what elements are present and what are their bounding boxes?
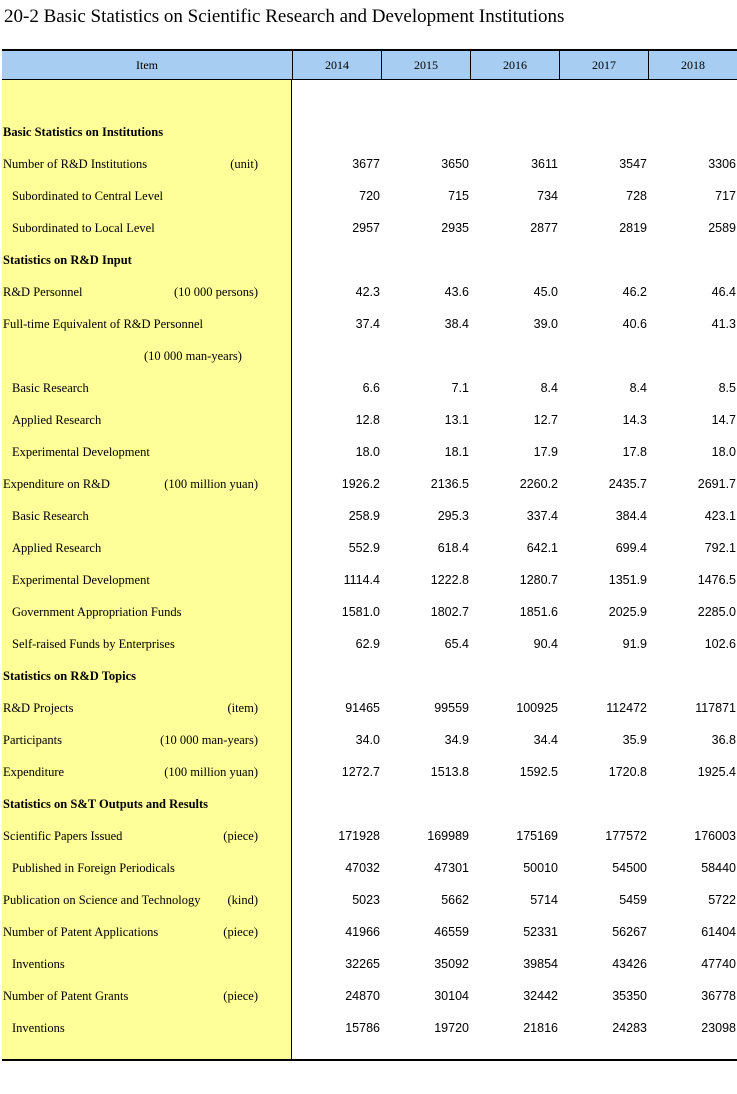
value-cell: 699.4: [615, 541, 647, 555]
value-cell: 5714: [530, 893, 558, 907]
table-row: [2, 948, 737, 980]
value-cell: 35092: [434, 957, 469, 971]
row-unit: (10 000 man-years): [144, 349, 242, 363]
value-cell: 45.0: [533, 285, 558, 299]
row-unit: (unit): [230, 157, 258, 171]
value-cell: 552.9: [348, 541, 380, 555]
row-unit: (10 000 persons): [173, 285, 258, 299]
value-cell: 91465: [345, 701, 380, 715]
value-cell: 43426: [612, 957, 647, 971]
value-cell: 2136.5: [430, 477, 469, 491]
table-row: [2, 468, 737, 500]
value-cell: 14.7: [711, 413, 736, 427]
value-cell: 46.2: [622, 285, 647, 299]
bottom-rule: [2, 1059, 737, 1061]
value-cell: 32265: [345, 957, 380, 971]
value-cell: 24870: [345, 989, 380, 1003]
value-cell: 50010: [523, 861, 558, 875]
value-cell: 1280.7: [519, 573, 558, 587]
row-label: Self-raised Funds by Enterprises: [12, 637, 175, 651]
table-row: [2, 180, 737, 212]
value-cell: 1114.4: [343, 573, 380, 587]
section-heading: Statistics on R&D Input: [3, 253, 132, 267]
table-row: [2, 1012, 737, 1044]
value-cell: 13.1: [444, 413, 469, 427]
table-row: [2, 724, 737, 756]
row-label: Participants: [3, 733, 63, 747]
row-label: Published in Foreign Periodicals: [12, 861, 175, 875]
row-unit: (kind): [227, 893, 258, 907]
section-heading-row: [2, 244, 737, 276]
value-cell: 2935: [441, 221, 469, 235]
table-row: [2, 564, 737, 596]
value-cell: 19720: [434, 1021, 469, 1035]
row-label: Full-time Equivalent of R&D Personnel: [3, 317, 203, 331]
table-row: [2, 852, 737, 884]
table-row: [2, 276, 737, 308]
row-label: Subordinated to Local Level: [12, 221, 155, 235]
value-cell: 3677: [352, 157, 380, 171]
row-label: Inventions: [12, 1021, 65, 1035]
value-cell: 2691.7: [697, 477, 736, 491]
value-cell: 102.6: [704, 637, 736, 651]
value-cell: 17.8: [622, 445, 647, 459]
table-row: [2, 372, 737, 404]
row-unit: (100 million yuan): [164, 477, 258, 491]
row-unit: (10 000 man-years): [160, 733, 258, 747]
row-label: Expenditure on R&D: [3, 477, 110, 491]
value-cell: 6.6: [362, 381, 380, 395]
table-row: [2, 436, 737, 468]
row-label: Number of R&D Institutions: [3, 157, 148, 171]
row-unit: (piece): [223, 925, 258, 939]
value-cell: 100925: [516, 701, 558, 715]
row-unit: (piece): [223, 989, 258, 1003]
value-cell: 18.1: [444, 445, 469, 459]
value-cell: 2819: [619, 221, 647, 235]
value-cell: 54500: [612, 861, 647, 875]
value-cell: 1476.5: [697, 573, 736, 587]
value-cell: 62.9: [355, 637, 380, 651]
row-label: Government Appropriation Funds: [12, 605, 182, 619]
value-cell: 5459: [619, 893, 647, 907]
value-cell: 61404: [701, 925, 736, 939]
value-cell: 720: [359, 189, 380, 203]
header-item: Item: [136, 58, 158, 72]
header-year: 2018: [648, 51, 737, 79]
value-cell: 43.6: [444, 285, 469, 299]
value-cell: 8.4: [540, 381, 558, 395]
row-label: Inventions: [12, 957, 65, 971]
value-cell: 58440: [701, 861, 736, 875]
value-cell: 177572: [605, 829, 647, 843]
value-cell: 7.1: [451, 381, 469, 395]
table-row: [2, 916, 737, 948]
value-cell: 384.4: [615, 509, 647, 523]
value-cell: 169989: [427, 829, 469, 843]
value-cell: 46559: [434, 925, 469, 939]
table-row: [2, 596, 737, 628]
value-cell: 34.4: [533, 733, 558, 747]
table-row: [2, 756, 737, 788]
value-cell: 1720.8: [608, 765, 647, 779]
value-cell: 42.3: [355, 285, 380, 299]
value-cell: 2435.7: [608, 477, 647, 491]
value-cell: 117871: [695, 701, 736, 715]
value-cell: 37.4: [355, 317, 380, 331]
row-label: Experimental Development: [12, 573, 150, 587]
header-year: 2016: [470, 51, 559, 79]
value-cell: 112472: [606, 701, 647, 715]
value-cell: 32442: [523, 989, 558, 1003]
page-title: 20-2 Basic Statistics on Scientific Research and Development Institutions: [4, 6, 565, 27]
value-cell: 1581.0: [341, 605, 380, 619]
row-unit: (100 million yuan): [164, 765, 258, 779]
value-cell: 423.1: [704, 509, 736, 523]
value-cell: 728: [626, 189, 647, 203]
value-cell: 23098: [701, 1021, 736, 1035]
value-cell: 258.9: [348, 509, 380, 523]
value-cell: 171928: [338, 829, 380, 843]
value-cell: 30104: [434, 989, 469, 1003]
table-row: [2, 628, 737, 660]
value-cell: 717: [715, 189, 736, 203]
value-cell: 36778: [701, 989, 736, 1003]
value-cell: 99559: [434, 701, 469, 715]
value-cell: 1513.8: [430, 765, 469, 779]
section-heading-row: [2, 660, 737, 692]
table-row: [2, 340, 737, 372]
value-cell: 21816: [523, 1021, 558, 1035]
row-label: Scientific Papers Issued: [3, 829, 123, 843]
section-heading: Statistics on S&T Outputs and Results: [3, 797, 209, 811]
table-row: [2, 212, 737, 244]
value-cell: 1802.7: [430, 605, 469, 619]
value-cell: 91.9: [622, 637, 647, 651]
value-cell: 1592.5: [519, 765, 558, 779]
value-cell: 1851.6: [519, 605, 558, 619]
row-label: Applied Research: [12, 541, 102, 555]
table-row: [2, 532, 737, 564]
value-cell: 8.5: [718, 381, 736, 395]
value-cell: 1222.8: [430, 573, 469, 587]
value-cell: 18.0: [355, 445, 380, 459]
value-cell: 5662: [441, 893, 469, 907]
value-cell: 1926.2: [341, 477, 380, 491]
value-cell: 3306: [708, 157, 736, 171]
row-label: Number of Patent Applications: [3, 925, 159, 939]
section-heading: Statistics on R&D Topics: [3, 669, 137, 683]
table-row: [2, 404, 737, 436]
row-label: R&D Projects: [3, 701, 74, 715]
value-cell: 642.1: [526, 541, 558, 555]
row-label: Basic Research: [12, 381, 89, 395]
value-cell: 18.0: [711, 445, 736, 459]
row-unit: (item): [227, 701, 258, 715]
value-cell: 52331: [523, 925, 558, 939]
header-year: 2017: [559, 51, 648, 79]
value-cell: 46.4: [711, 285, 736, 299]
table-row: [2, 692, 737, 724]
value-cell: 39.0: [533, 317, 558, 331]
table-row: [2, 820, 737, 852]
value-cell: 337.4: [526, 509, 558, 523]
value-cell: 12.7: [533, 413, 558, 427]
value-cell: 35.9: [622, 733, 647, 747]
value-cell: 1272.7: [341, 765, 380, 779]
value-cell: 2025.9: [608, 605, 647, 619]
section-heading-row: [2, 788, 737, 820]
value-cell: 3650: [441, 157, 469, 171]
row-label: Basic Research: [12, 509, 89, 523]
row-label: R&D Personnel: [3, 285, 83, 299]
value-cell: 47032: [345, 861, 380, 875]
value-cell: 295.3: [437, 509, 469, 523]
value-cell: 36.8: [711, 733, 736, 747]
row-label: Publication on Science and Technology: [3, 893, 201, 907]
value-cell: 734: [537, 189, 558, 203]
row-label: Expenditure: [3, 765, 65, 779]
table-row: [2, 980, 737, 1012]
table-row: [2, 308, 737, 340]
value-cell: 41.3: [711, 317, 736, 331]
header-year: 2014: [292, 51, 381, 79]
value-cell: 14.3: [622, 413, 647, 427]
value-cell: 24283: [612, 1021, 647, 1035]
value-cell: 792.1: [704, 541, 736, 555]
value-cell: 175169: [516, 829, 558, 843]
value-cell: 65.4: [444, 637, 469, 651]
value-cell: 47301: [434, 861, 469, 875]
value-cell: 1925.4: [697, 765, 736, 779]
value-cell: 618.4: [437, 541, 469, 555]
value-cell: 38.4: [444, 317, 469, 331]
table-row: [2, 884, 737, 916]
value-cell: 15786: [345, 1021, 380, 1035]
value-cell: 2957: [352, 221, 380, 235]
table-row: [2, 500, 737, 532]
value-cell: 3611: [531, 157, 558, 171]
section-heading-row: [2, 116, 737, 148]
table-row: [2, 148, 737, 180]
value-cell: 2877: [530, 221, 558, 235]
value-cell: 35350: [612, 989, 647, 1003]
value-cell: 90.4: [533, 637, 558, 651]
table-row: [2, 84, 737, 116]
value-cell: 41966: [345, 925, 380, 939]
value-cell: 12.8: [355, 413, 380, 427]
row-label: Number of Patent Grants: [3, 989, 129, 1003]
table-header: [2, 51, 737, 80]
value-cell: 1351.9: [608, 573, 647, 587]
value-cell: 34.9: [444, 733, 469, 747]
value-cell: 40.6: [622, 317, 647, 331]
value-cell: 715: [448, 189, 469, 203]
value-cell: 56267: [612, 925, 647, 939]
value-cell: 2589: [708, 221, 736, 235]
value-cell: 34.0: [355, 733, 380, 747]
value-cell: 3547: [619, 157, 647, 171]
row-unit: (piece): [223, 829, 258, 843]
row-label: Subordinated to Central Level: [12, 189, 164, 203]
row-label: Applied Research: [12, 413, 102, 427]
section-heading: Basic Statistics on Institutions: [3, 125, 164, 139]
value-cell: 17.9: [533, 445, 558, 459]
value-cell: 2285.0: [697, 605, 736, 619]
value-cell: 176003: [694, 829, 736, 843]
value-cell: 2260.2: [519, 477, 558, 491]
value-cell: 5722: [708, 893, 736, 907]
row-label: Experimental Development: [12, 445, 150, 459]
value-cell: 8.4: [629, 381, 647, 395]
value-cell: 47740: [701, 957, 736, 971]
value-cell: 39854: [523, 957, 558, 971]
header-year: 2015: [381, 51, 470, 79]
value-cell: 5023: [352, 893, 380, 907]
